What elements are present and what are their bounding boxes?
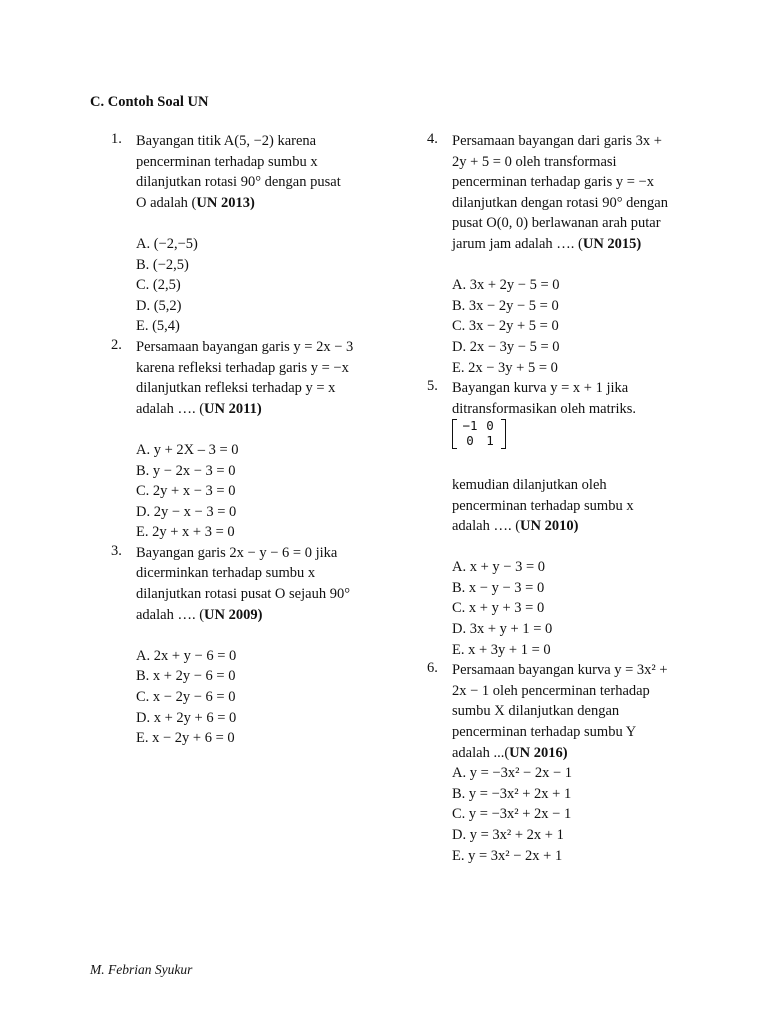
question-text-line: Persamaan bayangan dari garis 3x +	[452, 133, 662, 149]
answer-option: B. y − 2x − 3 = 0	[136, 462, 236, 479]
question-text-line: dilanjutkan dengan rotasi 90° dengan	[452, 194, 668, 211]
matrix-entry: 1	[486, 433, 494, 449]
question-6	[427, 660, 689, 866]
matrix-right-bracket	[501, 419, 506, 449]
section-heading: C. Contoh Soal UN	[90, 94, 209, 110]
answer-option: C. y = −3x² + 2x − 1	[452, 806, 572, 823]
answer-option: E. 2y + x + 3 = 0	[136, 524, 235, 541]
question-text-line	[452, 743, 689, 764]
answer-option: D. (5,2)	[136, 297, 182, 314]
question-number: 3.	[111, 542, 122, 559]
answer-option: C. (2,5)	[136, 277, 181, 294]
question-text-line: Persamaan bayangan garis y = 2x − 3	[136, 338, 354, 355]
question-text-line: dicerminkan terhadap sumbu x	[136, 565, 316, 582]
exam-source: UN 2009)	[204, 606, 263, 623]
question-text-line: pencerminan terhadap sumbu Y	[452, 724, 637, 741]
exam-source: UN 2016)	[509, 744, 568, 761]
question-text-line: 2x − 1 oleh pencerminan terhadap	[452, 682, 650, 699]
question-text: jarum jam adalah …. (	[452, 235, 583, 252]
exam-source: UN 2011)	[204, 400, 262, 417]
question-number: 2.	[111, 336, 122, 353]
question-text-line: pencerminan terhadap garis y = −x	[452, 174, 654, 191]
question-text-line	[452, 516, 689, 537]
exam-source: UN 2013)	[196, 194, 255, 211]
question-number: 4.	[427, 131, 438, 147]
answer-option: A. y + 2X – 3 = 0	[136, 441, 239, 458]
answer-option: E. (5,4)	[136, 318, 180, 335]
question-text-line: kemudian dilanjutkan oleh	[452, 476, 607, 493]
question-text-line	[136, 605, 371, 626]
right-column	[427, 131, 689, 866]
matrix-entry: 0	[486, 418, 494, 434]
question-text-line: dilanjutkan rotasi 90° dengan pusat	[136, 174, 341, 191]
question-text-line	[452, 234, 689, 255]
question-text-line: ditransformasikan oleh matriks.	[452, 400, 637, 417]
question-text: adalah …. (	[136, 400, 205, 417]
answer-option: D. 3x + y + 1 = 0	[452, 621, 553, 638]
answer-option: E. x + 3y + 1 = 0	[452, 641, 551, 658]
answer-option: C. x − 2y − 6 = 0	[136, 689, 236, 706]
question-body	[136, 543, 371, 749]
answer-option: B. (−2,5)	[136, 256, 189, 273]
question-text-line: Persamaan bayangan kurva y = 3x² +	[452, 662, 668, 679]
question-3	[111, 543, 371, 749]
question-text-line	[136, 193, 371, 214]
question-4	[427, 131, 689, 378]
question-text-line: pencerminan terhadap sumbu x	[136, 153, 318, 170]
answer-option: A. 3x + 2y − 5 = 0	[452, 277, 560, 294]
question-number: 6.	[427, 660, 438, 677]
answer-option: C. 2y + x − 3 = 0	[136, 483, 236, 500]
answer-option: B. x + 2y − 6 = 0	[136, 668, 236, 685]
answer-option: B. y = −3x² + 2x + 1	[452, 785, 572, 802]
answer-option: D. 2x − 3y − 5 = 0	[452, 338, 560, 355]
answer-option: D. x + 2y + 6 = 0	[136, 709, 237, 726]
matrix-entry: −1	[462, 418, 478, 434]
answer-option: C. 3x − 2y + 5 = 0	[452, 318, 559, 335]
question-text: adalah …. (	[136, 606, 205, 623]
question-number: 1.	[111, 131, 122, 147]
question-1	[111, 131, 371, 337]
question-body	[452, 131, 689, 378]
answer-option: C. x + y + 3 = 0	[452, 600, 545, 617]
question-number: 5.	[427, 378, 438, 395]
answer-option: A. y = −3x² − 2x − 1	[452, 765, 573, 782]
question-text-line: pencerminan terhadap sumbu x	[452, 497, 634, 514]
question-text-line: dilanjutkan rotasi pusat O sejauh 90°	[136, 586, 350, 603]
exam-source: UN 2010)	[520, 518, 579, 535]
answer-option: A. (−2,−5)	[136, 235, 198, 252]
question-text-line: Bayangan kurva y = x + 1 jika	[452, 380, 629, 397]
question-text-line: sumbu X dilanjutkan dengan	[452, 703, 620, 720]
answer-option: B. 3x − 2y − 5 = 0	[452, 297, 559, 314]
transformation-matrix	[452, 419, 506, 449]
left-column	[111, 131, 371, 749]
answer-option: D. 2y − x − 3 = 0	[136, 503, 237, 520]
answer-option: A. 2x + y − 6 = 0	[136, 647, 237, 664]
question-text: adalah …. (	[452, 518, 521, 535]
question-text-line	[136, 399, 371, 420]
matrix-entry: 0	[466, 433, 474, 449]
question-text-line: karena refleksi terhadap garis y = −x	[136, 359, 349, 376]
answer-option: A. x + y − 3 = 0	[452, 559, 546, 576]
exam-source: UN 2015)	[582, 235, 642, 252]
question-2	[111, 337, 371, 543]
question-body	[452, 660, 689, 866]
author-footer: M. Febrian Syukur	[90, 962, 193, 977]
question-text-line: Bayangan titik A(5, −2) karena	[136, 133, 317, 149]
question-text-line: 2y + 5 = 0 oleh transformasi	[452, 153, 617, 170]
question-body	[452, 378, 689, 660]
question-body	[136, 337, 371, 543]
question-text: adalah ...(	[452, 744, 510, 761]
answer-option: E. 2x − 3y + 5 = 0	[452, 359, 558, 376]
question-text-line: pusat O(0, 0) berlawanan arah putar	[452, 215, 661, 232]
answer-option: E. y = 3x² − 2x + 1	[452, 847, 563, 864]
question-text-line: Bayangan garis 2x − y − 6 = 0 jika	[136, 544, 338, 561]
matrix-entries	[457, 419, 501, 449]
answer-option: E. x − 2y + 6 = 0	[136, 730, 235, 747]
question-5	[427, 378, 689, 660]
answer-option: D. y = 3x² + 2x + 1	[452, 827, 564, 843]
question-text-line: dilanjutkan refleksi terhadap y = x	[136, 380, 336, 397]
answer-option: B. x − y − 3 = 0	[452, 579, 545, 596]
question-body	[136, 131, 371, 337]
question-text: O adalah (	[136, 194, 197, 211]
